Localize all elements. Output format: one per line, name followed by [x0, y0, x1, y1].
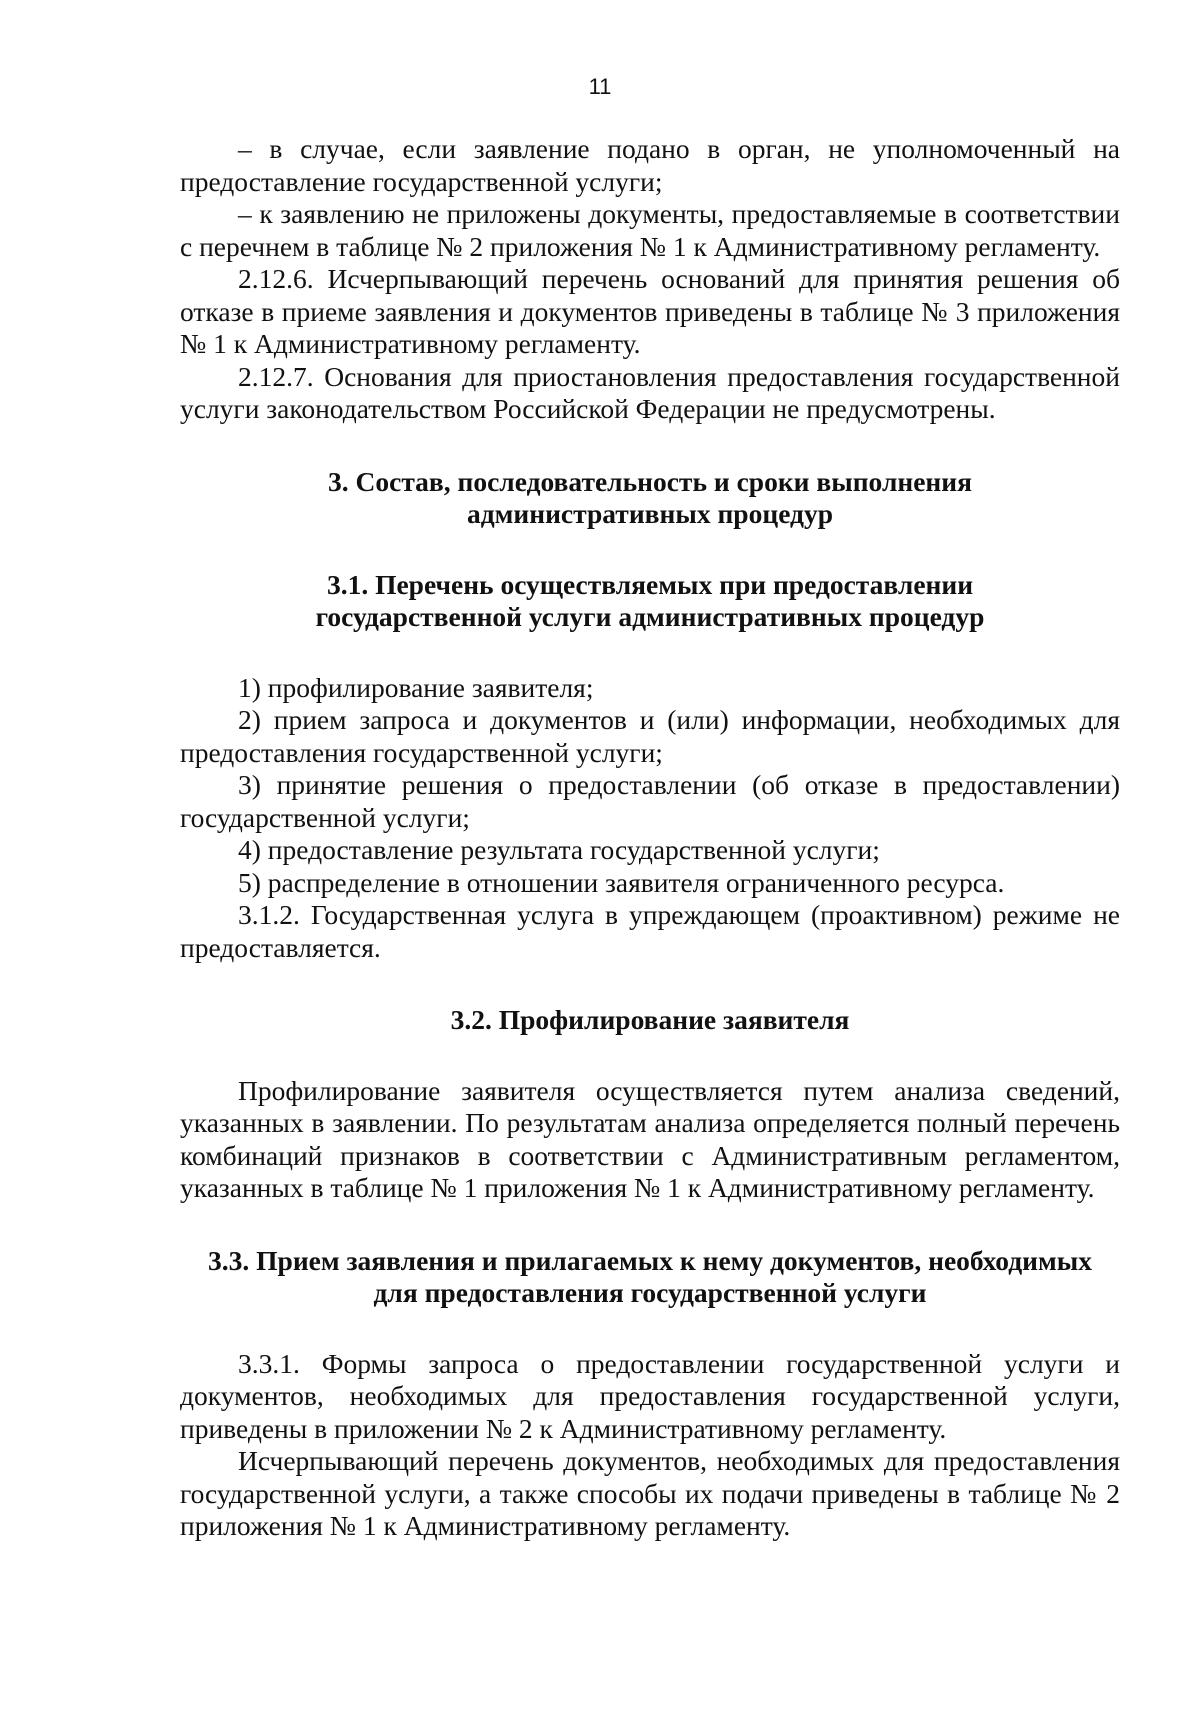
section-heading-3-1-line-2: государственной услуги административных процедур: [315, 601, 985, 632]
spacer: [180, 1205, 1120, 1245]
paragraph-documents-list: Исчерпывающий перечень документов, необходимых для предоставления государственной услуги, а также способы их подачи приведены в таблице № 2 приложения № 1 к Административному регламенту.: [180, 1445, 1120, 1541]
document-body: [180, 133, 1120, 1543]
paragraph-profiling-description: Профилирование заявителя осуществляется путем анализа сведений, указанных в заявлении. По результатам анализа определяется полный перечень комбинаций признаков в соответствии с Административным регламентом, указанных в таблице № 1 приложения № 1 к Административному регламенту.: [180, 1074, 1120, 1203]
section-heading-3-1: [180, 569, 1120, 634]
paragraph-3-3-1: 3.3.1. Формы запроса о предоставлении государственной услуги и документов, необходимых для предоставления государственной услуги, приведены в приложении № 2 к Административному регламенту.: [180, 1347, 1120, 1444]
list-item-profiling: 1) профилирование заявителя;: [238, 671, 594, 703]
spacer: [180, 964, 1120, 1004]
spacer: [180, 426, 1120, 466]
list-item-decision: 3) принятие решения о предоставлении (об отказе в предоставлении) государственной услуги;: [180, 769, 1120, 833]
spacer: [180, 1037, 1120, 1075]
section-heading-3-1-line-1: 3.1. Перечень осуществляемых при предоставлении: [326, 568, 974, 600]
section-heading-3: [180, 466, 1120, 531]
list-item-request-reception: 2) прием запроса и документов и (или) информации, необходимых для предоставления государственной услуги;: [180, 704, 1120, 768]
paragraph-2-12-6: 2.12.6. Исчерпывающий перечень оснований для принятия решения об отказе в приеме заявления и документов приведены в таблице № 3 приложения № 1 к Административному регламенту.: [180, 263, 1120, 359]
page-number: 11: [588, 74, 612, 99]
paragraph-refusal-wrong-authority: – в случае, если заявление подано в орган, не уполномоченный на предоставление государственной услуги;: [180, 133, 1120, 197]
section-heading-3-3-line-2: для предоставления государственной услуги: [373, 1277, 927, 1308]
section-heading-3-2: 3.2. Профилирование заявителя: [450, 1004, 850, 1035]
paragraph-3-1-2: 3.1.2. Государственная услуга в упреждающем (проактивном) режиме не предоставляется.: [180, 899, 1120, 963]
list-item-result: 4) предоставление результата государственной услуги;: [238, 834, 880, 865]
paragraph-refusal-missing-documents: – к заявлению не приложены документы, предоставляемые в соответствии с перечнем в таблице № 2 приложения № 1 к Административному регламенту.: [180, 198, 1120, 262]
spacer: [180, 634, 1120, 672]
spacer: [180, 1310, 1120, 1348]
section-heading-3-line-1: 3. Состав, последовательность и сроки выполнения: [328, 465, 972, 497]
spacer: [180, 531, 1120, 569]
list-item-resource-distribution: 5) распределение в отношении заявителя ограниченного ресурса.: [238, 866, 1005, 898]
section-heading-3-3-line-1: 3.3. Прием заявления и прилагаемых к нему документов, необходимых: [208, 1244, 1092, 1276]
section-heading-3-line-2: административных процедур: [467, 498, 833, 529]
paragraph-2-12-7: 2.12.7. Основания для приостановления предоставления государственной услуги законодательством Российской Федерации не предусмотрены.: [180, 360, 1120, 424]
section-heading-3-3: [180, 1245, 1120, 1310]
